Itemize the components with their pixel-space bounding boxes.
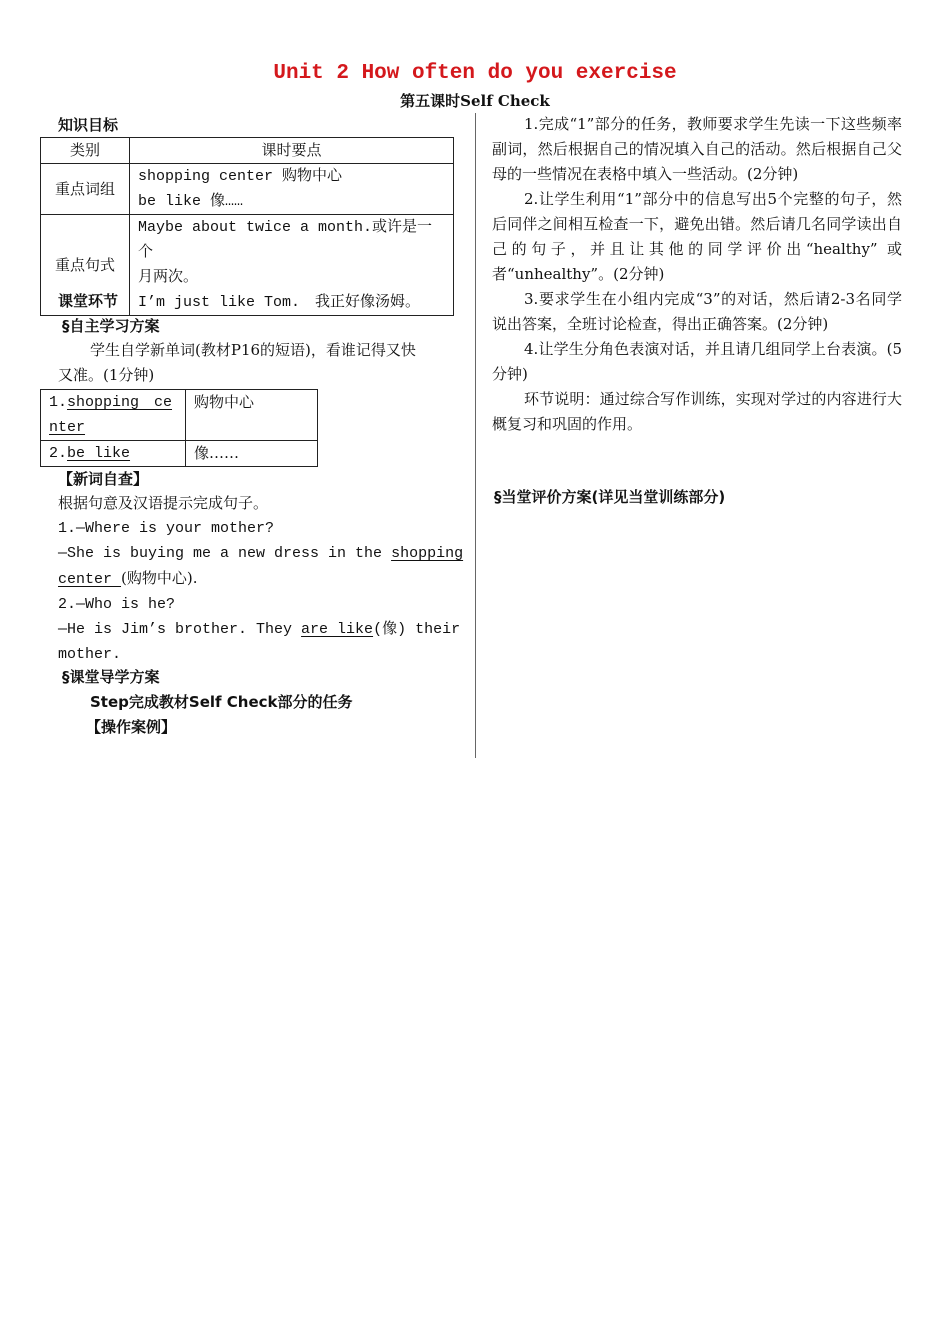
answer-text: —He is Jim’s brother. They bbox=[58, 621, 302, 638]
phrase-line: be like 像…… bbox=[138, 193, 244, 210]
key-phrases-cell bbox=[130, 164, 454, 215]
vocab-table bbox=[40, 389, 318, 467]
case-heading: 【操作案例】 bbox=[86, 718, 177, 736]
step-paragraph-1: 1.完成“1”部分的任务，教师要求学生先读一下这些频率副词，然后根据自己的情况填入自己的活动。然后根据自己父母的一些情况在表格中填入一些活动。(2分钟) bbox=[492, 115, 902, 183]
right-column-text bbox=[492, 112, 902, 437]
lesson-subtitle: 第五课时Self Check bbox=[400, 92, 550, 110]
vocab-word: nter bbox=[49, 419, 86, 436]
answer-1-line bbox=[58, 566, 458, 592]
step-paragraph-3: 3.要求学生在小组内完成“3”的对话，然后请2-3名同学说出答案，全班讨论检查，得出正确答案。(2分钟) bbox=[492, 290, 902, 333]
vocab-meaning-cell: 购物中心 bbox=[186, 390, 318, 441]
vocab-word: be like bbox=[67, 445, 131, 462]
answer-text: —She is buying me a new dress in the bbox=[58, 545, 392, 562]
vocab-meaning-cell: 像…… bbox=[186, 441, 318, 467]
column-divider bbox=[475, 113, 476, 758]
self-study-heading: §自主学习方案 bbox=[62, 317, 160, 335]
step-paragraph-2: 2.让学生利用“1”部分中的信息写出5个完整的句子，然后同伴之间相互检查一下，避免出错。然后请几名同学读出自己的句子，并且让其他的同学评价出“healthy” 或者“unhealthy”。(2分钟) bbox=[492, 190, 902, 283]
vocab-word-cell bbox=[41, 390, 186, 441]
guide-heading: §课堂导学方案 bbox=[62, 668, 160, 686]
check-instruction: 根据句意及汉语提示完成句子。 bbox=[58, 494, 269, 512]
self-study-line: 又准。(1分钟) bbox=[58, 366, 155, 384]
vocab-word: shopping ce bbox=[67, 394, 173, 411]
knowledge-heading: 知识目标 bbox=[58, 116, 119, 134]
hint-text: (像) their bbox=[373, 621, 461, 638]
row-label-phrases: 重点词组 bbox=[41, 164, 130, 215]
vocab-number: 2. bbox=[49, 445, 68, 462]
row-label-sentences: 重点句式 bbox=[41, 215, 130, 316]
self-check-heading: 【新词自查】 bbox=[58, 470, 149, 488]
document-title: Unit 2 How often do you exercise bbox=[273, 62, 677, 85]
filled-answer: shopping bbox=[391, 545, 464, 562]
vocab-number: 1. bbox=[49, 394, 68, 411]
question-1: 1.—Where is your mother? bbox=[58, 520, 275, 537]
self-study-line: 学生自学新单词(教材P16的短语)，看谁记得又快 bbox=[90, 341, 416, 359]
table-header-category: 类别 bbox=[41, 138, 130, 164]
section-note: 环节说明：通过综合写作训练，实现对学过的内容进行大概复习和巩固的作用。 bbox=[492, 390, 902, 433]
hint-text: (购物中心). bbox=[121, 569, 198, 587]
step-text: Step完成教材Self Check部分的任务 bbox=[90, 693, 353, 711]
class-section-heading: 课堂环节 bbox=[58, 292, 119, 310]
key-sentences-cell bbox=[130, 215, 454, 316]
phrase-line: shopping center 购物中心 bbox=[138, 168, 343, 185]
table-header-points: 课时要点 bbox=[130, 138, 454, 164]
sentence-line: 月两次。 bbox=[138, 269, 199, 286]
answer-1-line bbox=[58, 541, 464, 566]
sentence-line: I’m just like Tom. 我正好像汤姆。 bbox=[138, 294, 421, 311]
evaluation-heading: §当堂评价方案(详见当堂训练部分) bbox=[494, 488, 726, 506]
answer-2-line bbox=[58, 617, 461, 642]
answer-2-line: mother. bbox=[58, 646, 122, 663]
sentence-line: Maybe about twice a month.或许是一个 bbox=[138, 219, 433, 261]
filled-answer: are like bbox=[301, 621, 374, 638]
exercise-block bbox=[58, 516, 464, 667]
question-2: 2.—Who is he? bbox=[58, 596, 176, 613]
filled-answer: center bbox=[58, 571, 122, 588]
self-study-text bbox=[58, 338, 458, 388]
step-paragraph-4: 4.让学生分角色表演对话，并且请几组同学上台表演。(5分钟) bbox=[492, 340, 902, 383]
vocab-word-cell bbox=[41, 441, 186, 467]
